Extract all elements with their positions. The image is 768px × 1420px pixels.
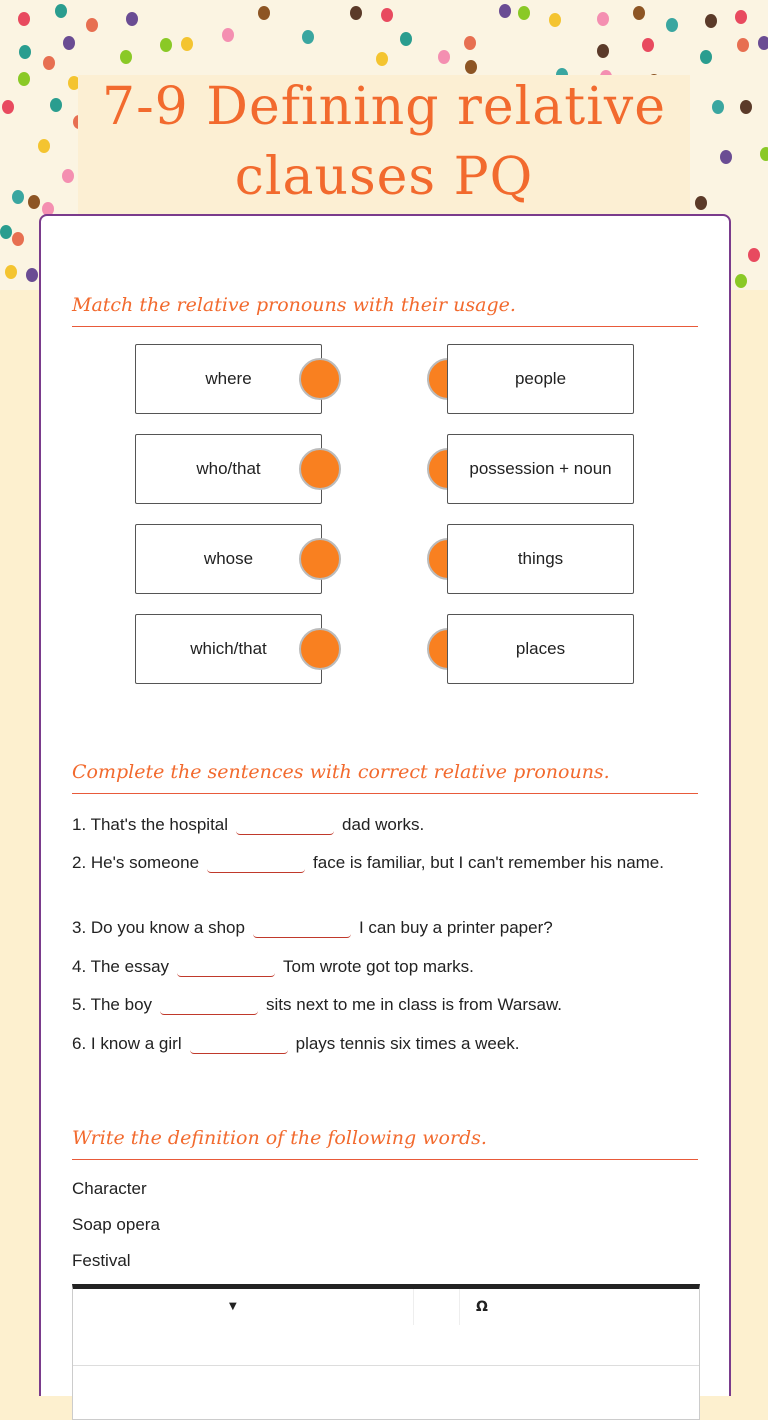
sentence-after: sits next to me in class is from Warsaw. [266, 995, 563, 1014]
title-line-2: clauses PQ [234, 147, 534, 207]
sentence-item [72, 811, 698, 839]
rich-text-editor[interactable] [72, 1284, 700, 1420]
confetti-dot [499, 4, 511, 18]
confetti-dot [712, 100, 724, 114]
sentence-before: 2. He's someone [72, 853, 200, 872]
match-right-label: people [514, 369, 567, 388]
match-right-item[interactable] [447, 344, 634, 414]
match-right-item[interactable] [447, 524, 634, 594]
match-left-item[interactable] [135, 524, 322, 594]
confetti-dot [63, 36, 75, 50]
toolbar-divider [459, 1289, 460, 1325]
confetti-dot [695, 196, 707, 210]
confetti-dot [2, 100, 14, 114]
match-right-label: places [515, 639, 566, 658]
confetti-dot [549, 13, 561, 27]
confetti-dot [0, 225, 12, 239]
match-left-item[interactable] [135, 344, 322, 414]
confetti-dot [38, 139, 50, 153]
sentence-item [72, 953, 698, 981]
match-left-label: where [205, 369, 252, 388]
match-left-item[interactable] [135, 614, 322, 684]
confetti-dot [26, 268, 38, 282]
confetti-dot [381, 8, 393, 22]
sentence-before: 5. The boy [72, 995, 153, 1014]
confetti-dot [642, 38, 654, 52]
sentence-after: Tom wrote got top marks. [283, 957, 474, 976]
sentence-before: 4. The essay [72, 957, 170, 976]
match-connector-dot[interactable] [299, 538, 341, 580]
confetti-dot [55, 4, 67, 18]
confetti-dot [28, 195, 40, 209]
confetti-dot [86, 18, 98, 32]
section-matching-heading: Match the relative pronouns with their usage. [72, 294, 698, 327]
sentence-item [72, 991, 698, 1019]
confetti-dot [120, 50, 132, 64]
match-right-label: possession + noun [469, 459, 612, 478]
confetti-dot [597, 44, 609, 58]
confetti-dot [740, 100, 752, 114]
match-right-label: things [517, 549, 564, 568]
sentence-before: 6. I know a girl [72, 1034, 182, 1053]
confetti-dot [12, 190, 24, 204]
blank-input[interactable] [190, 1033, 288, 1054]
confetti-dot [160, 38, 172, 52]
match-connector-dot[interactable] [299, 628, 341, 670]
confetti-dot [258, 6, 270, 20]
confetti-dot [12, 232, 24, 246]
confetti-dot [350, 6, 362, 20]
confetti-dot [18, 72, 30, 86]
worksheet-card [39, 214, 731, 1396]
editor-toolbar [73, 1289, 699, 1327]
sentence-item [72, 849, 698, 877]
confetti-dot [705, 14, 717, 28]
sentence-before: 3. Do you know a shop [72, 918, 245, 937]
confetti-dot [737, 38, 749, 52]
confetti-dot [758, 36, 768, 50]
confetti-dot [633, 6, 645, 20]
sentence-item [72, 1030, 698, 1058]
confetti-dot [597, 12, 609, 26]
confetti-dot [302, 30, 314, 44]
sentence-after: plays tennis six times a week. [295, 1034, 520, 1053]
sentence-after: face is familiar, but I can't remember his name. [313, 853, 664, 872]
confetti-dot [760, 147, 768, 161]
confetti-dot [43, 56, 55, 70]
confetti-dot [438, 50, 450, 64]
blank-input[interactable] [160, 994, 258, 1015]
confetti-dot [400, 32, 412, 46]
section-definitions-heading: Write the definition of the following words. [72, 1127, 698, 1160]
match-right-item[interactable] [447, 434, 634, 504]
match-left-item[interactable] [135, 434, 322, 504]
section-sentences-heading: Complete the sentences with correct relative pronouns. [72, 761, 698, 794]
confetti-dot [735, 274, 747, 288]
sentence-after: dad works. [342, 815, 425, 834]
confetti-dot [748, 248, 760, 262]
blank-input[interactable] [236, 814, 334, 835]
toolbar-divider [413, 1289, 414, 1325]
match-left-label: which/that [190, 639, 267, 658]
sentence-item [72, 914, 698, 942]
special-character-icon[interactable]: Ω [476, 1299, 488, 1315]
editor-divider [73, 1365, 699, 1366]
blank-input[interactable] [207, 852, 305, 873]
confetti-dot [376, 52, 388, 66]
definition-word: Character [72, 1179, 147, 1198]
confetti-dot [700, 50, 712, 64]
definition-word: Festival [72, 1251, 131, 1270]
blank-input[interactable] [177, 956, 275, 977]
confetti-dot [5, 265, 17, 279]
blank-input[interactable] [253, 917, 351, 938]
title-line-1: 7-9 Defining relative [102, 77, 666, 137]
sentence-before: 1. That's the hospital [72, 815, 229, 834]
confetti-dot [19, 45, 31, 59]
confetti-dot [518, 6, 530, 20]
confetti-dot [464, 36, 476, 50]
match-connector-dot[interactable] [299, 448, 341, 490]
confetti-dot [18, 12, 30, 26]
confetti-dot [735, 10, 747, 24]
sentence-after: I can buy a printer paper? [358, 918, 553, 937]
confetti-dot [181, 37, 193, 51]
match-left-label: whose [203, 549, 254, 568]
confetti-dot [666, 18, 678, 32]
confetti-dot [720, 150, 732, 164]
definition-word: Soap opera [72, 1215, 160, 1234]
confetti-dot [222, 28, 234, 42]
match-right-item[interactable] [447, 614, 634, 684]
match-left-label: who/that [196, 459, 261, 478]
confetti-dot [62, 169, 74, 183]
caret-down-icon[interactable]: ▼ [229, 1301, 237, 1312]
match-connector-dot[interactable] [299, 358, 341, 400]
confetti-dot [50, 98, 62, 112]
confetti-dot [126, 12, 138, 26]
worksheet-title [78, 72, 690, 212]
